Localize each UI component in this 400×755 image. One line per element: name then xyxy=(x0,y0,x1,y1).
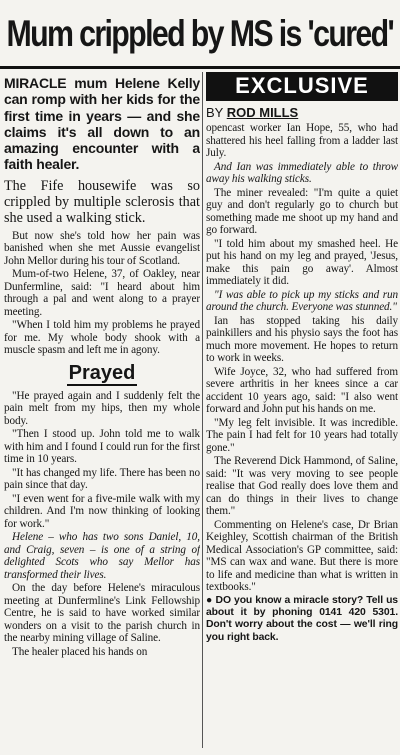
crosshead xyxy=(4,362,200,385)
paragraph: opencast worker Ian Hope, 55, who had shattered his heel falling from a ladder last July. xyxy=(206,122,398,159)
right-column xyxy=(206,72,398,752)
byline-prefix: BY xyxy=(206,105,224,120)
paragraph: But now she's told how her pain was banished when she met Aussie evangelist John Mellor during his tour of Scotland. xyxy=(4,229,200,267)
paragraph: On the day before Helene's miraculous meeting at Dunfermline's Link Fellowship Centre, he is said to have worked similar wonders on a visit to the parish church in the nearby mining village of Saline. xyxy=(4,582,200,645)
lead-paragraph: The Fife housewife was so crippled by multiple sclerosis that she used a walking stick. xyxy=(4,177,200,226)
byline-author: ROD MILLS xyxy=(226,105,299,120)
left-column xyxy=(4,72,200,752)
left-body-2 xyxy=(4,390,200,659)
paragraph: The miner revealed: "I'm quite a quiet guy and don't regularly go to church but something made me shoot up my hand and go forward. xyxy=(206,186,398,236)
paragraph: Commenting on Helene's case, Dr Brian Keighley, Scottish chairman of the British Medical Association's GP committee, said: "MS can wax and wane. But there is more to life and medicine than what is written in textbooks." xyxy=(206,518,398,593)
paragraph: "My leg felt invisible. It was incredible. The pain I had felt for 10 years had totally gone." xyxy=(206,416,398,454)
italic-paragraph: "I was able to pick up my sticks and run around the church. Everyone was stunned." xyxy=(206,288,398,313)
byline xyxy=(206,105,398,120)
intro-paragraph: MIRACLE mum Helene Kelly can romp with her kids for the first time in years — and she claims it's all down to an amazing encounter with a faith healer. xyxy=(4,75,200,173)
paragraph: The healer placed his hands on xyxy=(12,645,148,658)
right-body xyxy=(206,122,398,644)
paragraph: "I told him about my smashed heel. He put his hand on my leg and prayed, 'Jesus, make this pain go away'. Almost immediately it did. xyxy=(206,237,398,287)
paragraph: "It has changed my life. There has been no pain since that day. xyxy=(4,466,200,492)
headline: Mum crippled by MS is 'cured' xyxy=(6,12,394,54)
column-divider xyxy=(202,72,203,748)
paragraph: Mum-of-two Helene, 37, of Oakley, near Dunfermline, said: "I heard about him through a pal and went along to a prayer meeting. xyxy=(4,268,200,318)
headline-bar xyxy=(0,0,400,69)
italic-paragraph: And Ian was immediately able to throw away his walking sticks. xyxy=(206,160,398,185)
paragraph: Ian has stopped taking his daily painkillers and his physio says the foot has much more movement. He hopes to return to work in weeks. xyxy=(206,314,398,364)
paragraph: The Reverend Dick Hammond, of Saline, said: "It was very moving to see people realise that God really does love them and can do things in their lives to change them." xyxy=(206,455,398,517)
paragraph: "When I told him my problems he prayed for me. My whole body shook with a muscle spasm and left me in agony. xyxy=(4,319,200,357)
crosshead-text: Prayed xyxy=(68,361,136,384)
paragraph: Wife Joyce, 32, who had suffered from severe arthritis in her knees since a car accident 10 years ago, said: "I also went forward and John put his hands on me. xyxy=(206,365,398,415)
exclusive-banner: EXCLUSIVE xyxy=(206,72,398,101)
italic-paragraph: Helene – who has two sons Daniel, 10, and Craig, seven – is one of a string of delighted Scots who say Mellor has transformed their lives. xyxy=(4,531,200,581)
left-body xyxy=(4,178,200,357)
paragraph: "Then I stood up. John told me to walk with him and I found I could run for the first time in 10 years. xyxy=(4,428,200,466)
paragraph: "I even went for a five-mile walk with my children. And I'm now thinking of looking for work." xyxy=(4,492,200,530)
paragraph: "He prayed again and I suddenly felt the pain melt from my hips, then my whole body. xyxy=(4,389,200,427)
reader-callout: ● DO you know a miracle story? Tell us about it by phoning 0141 420 5301. Don't worry about the cost — we'll ring you right back. xyxy=(206,594,398,643)
